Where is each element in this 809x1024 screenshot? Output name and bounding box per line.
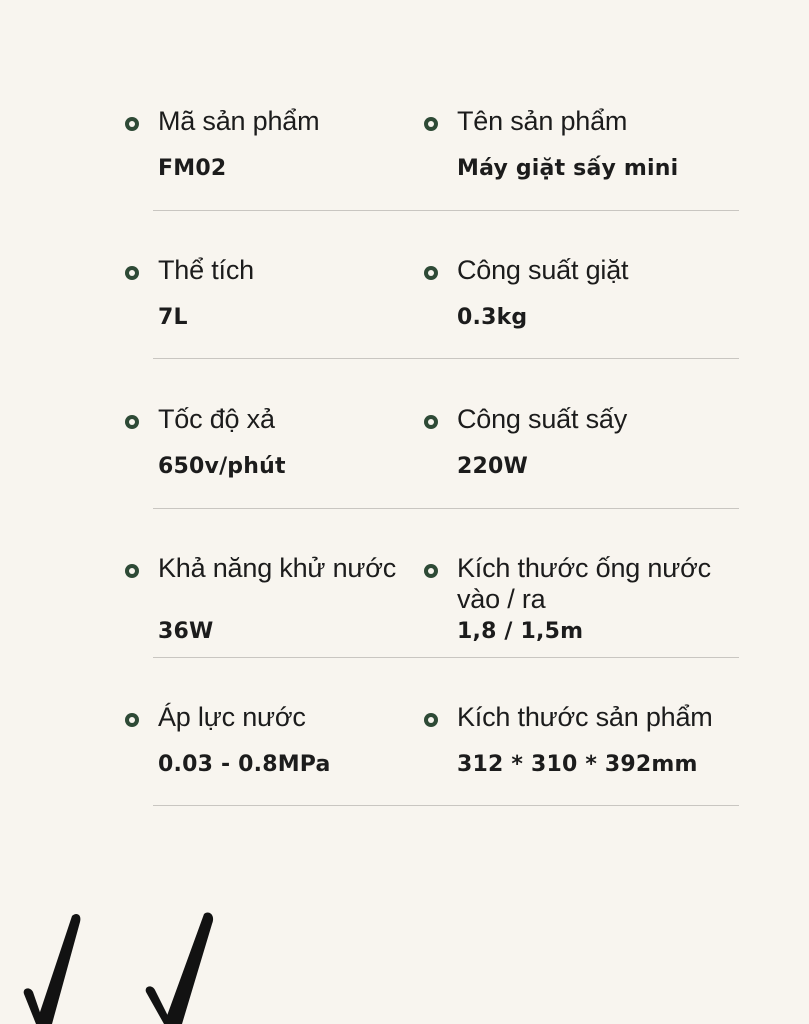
circle-bullet-icon bbox=[125, 713, 139, 727]
spec-value: FM02 bbox=[158, 156, 227, 181]
brush-stroke-decoration bbox=[0, 890, 260, 1024]
spec-value: 312 * 310 * 392mm bbox=[457, 752, 698, 777]
spec-label: Công suất sấy bbox=[457, 404, 627, 434]
spec-label-line-1: Kích thước ống nước bbox=[457, 553, 711, 583]
circle-bullet-icon bbox=[424, 117, 438, 131]
circle-bullet-icon bbox=[125, 415, 139, 429]
spec-value: Máy giặt sấy mini bbox=[457, 156, 679, 181]
spec-value: 36W bbox=[158, 619, 214, 644]
spec-label: Công suất giặt bbox=[457, 255, 629, 285]
spec-label-line-2: vào / ra bbox=[457, 584, 546, 614]
spec-label: Mã sản phẩm bbox=[158, 106, 320, 136]
circle-bullet-icon bbox=[424, 713, 438, 727]
brush-stroke-right-tail bbox=[146, 986, 172, 1024]
spec-value: 220W bbox=[457, 454, 528, 479]
divider bbox=[153, 210, 739, 211]
spec-label: Tốc độ xả bbox=[158, 404, 275, 434]
circle-bullet-icon bbox=[424, 564, 438, 578]
circle-bullet-icon bbox=[424, 266, 438, 280]
spec-value: 0.3kg bbox=[457, 305, 528, 330]
brush-stroke-left bbox=[36, 914, 80, 1024]
spec-label: Khả năng khử nước bbox=[158, 553, 397, 583]
spec-label: Áp lực nước bbox=[158, 702, 306, 732]
spec-label: Thể tích bbox=[158, 255, 254, 285]
divider bbox=[153, 358, 739, 359]
circle-bullet-icon bbox=[424, 415, 438, 429]
brush-stroke-left-tail bbox=[24, 988, 44, 1024]
divider bbox=[153, 508, 739, 509]
spec-value: 7L bbox=[158, 305, 188, 330]
spec-value: 0.03 - 0.8MPa bbox=[158, 752, 331, 777]
spec-label: Tên sản phẩm bbox=[457, 106, 628, 136]
circle-bullet-icon bbox=[125, 266, 139, 280]
divider bbox=[153, 805, 739, 806]
spec-value: 1,8 / 1,5m bbox=[457, 619, 584, 644]
spec-value: 650v/phút bbox=[158, 454, 286, 479]
spec-label: Kích thước sản phẩm bbox=[457, 702, 713, 732]
divider bbox=[153, 657, 739, 658]
brush-stroke-right bbox=[164, 912, 213, 1024]
circle-bullet-icon bbox=[125, 564, 139, 578]
circle-bullet-icon bbox=[125, 117, 139, 131]
